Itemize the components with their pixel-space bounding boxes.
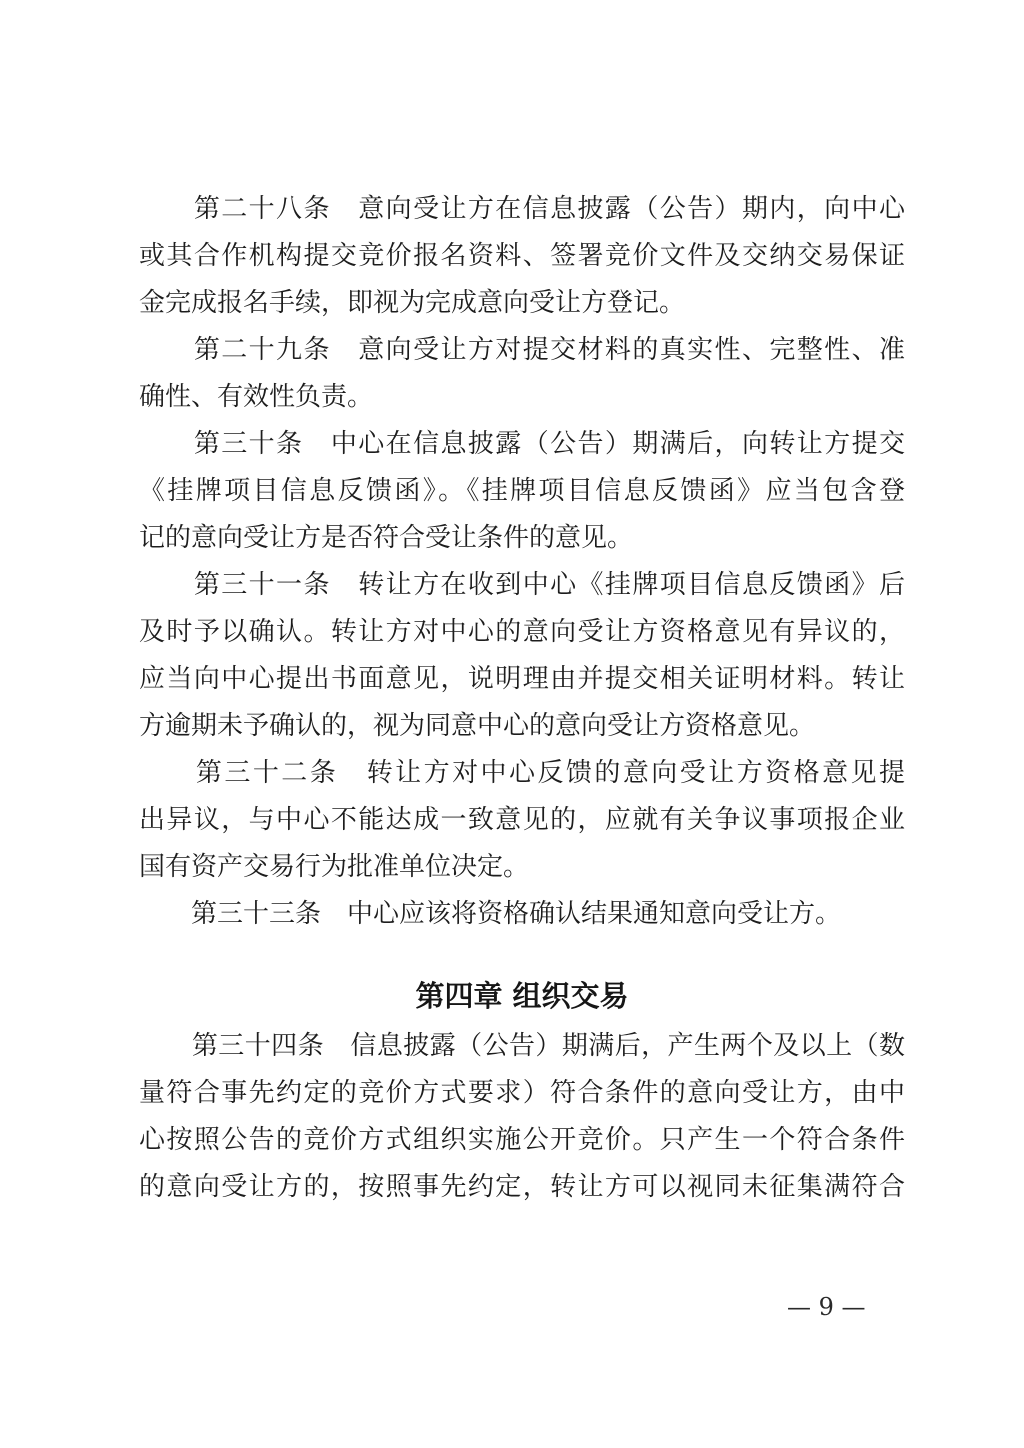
text-line: 第二十九条 意向受让方对提交材料的真实性、完整性、准 <box>139 335 905 365</box>
text-line: 国有资产交易行为批准单位决定。 <box>139 852 530 882</box>
text-line: 方逾期未予确认的，视为同意中心的意向受让方资格意见。 <box>139 711 816 741</box>
text-line: 或其合作机构提交竞价报名资料、签署竞价文件及交纳交易保证 <box>139 241 905 271</box>
text-line: 应当向中心提出书面意见，说明理由并提交相关证明材料。转让 <box>139 664 905 694</box>
page-number: — 9 — <box>787 1293 866 1321</box>
chapter-heading: 第四章 组织交易 <box>415 979 629 1013</box>
text-line: 第三十一条 转让方在收到中心《挂牌项目信息反馈函》后 <box>139 570 905 600</box>
text-line: 心按照公告的竞价方式组织实施公开竞价。只产生一个符合条件 <box>139 1125 905 1155</box>
text-line: 《挂牌项目信息反馈函》。《挂牌项目信息反馈函》应当包含登 <box>139 476 905 506</box>
text-line: 及时予以确认。转让方对中心的意向受让方资格意见有异议的， <box>139 617 905 647</box>
document-body <box>139 186 905 1211</box>
text-line: 的意向受让方的，按照事先约定，转让方可以视同未征集满符合 <box>139 1172 905 1202</box>
text-line: 确性、有效性负责。 <box>139 382 374 412</box>
text-line: 第二十八条 意向受让方在信息披露（公告）期内，向中心 <box>139 194 905 224</box>
text-line: 出异议，与中心不能达成一致意见的，应就有关争议事项报企业 <box>139 805 905 835</box>
text-line: 第三十二条 转让方对中心反馈的意向受让方资格意见提 <box>139 758 905 788</box>
text-line: 第三十四条 信息披露（公告）期满后，产生两个及以上（数 <box>139 1031 905 1061</box>
text-line: 第三十条 中心在信息披露（公告）期满后，向转让方提交 <box>139 429 905 459</box>
text-line: 第三十三条 中心应该将资格确认结果通知意向受让方。 <box>139 899 842 929</box>
text-line: 量符合事先约定的竞价方式要求）符合条件的意向受让方，由中 <box>139 1078 905 1108</box>
text-line: 金完成报名手续，即视为完成意向受让方登记。 <box>139 288 686 318</box>
text-line: 记的意向受让方是否符合受让条件的意见。 <box>139 523 634 553</box>
